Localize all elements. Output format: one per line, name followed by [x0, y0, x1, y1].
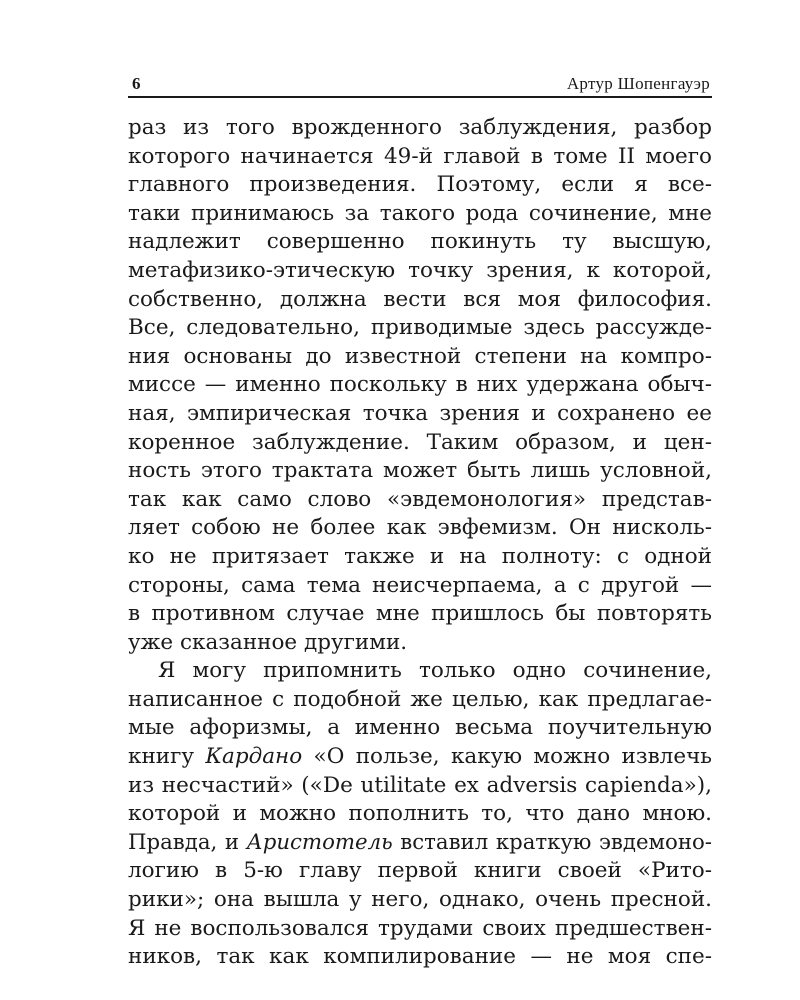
- text-line: ко не притязает также и на полноту: с одной: [128, 543, 712, 569]
- text-line: логию в 5-ю главу первой книги своей «Рито-: [128, 858, 712, 884]
- text-line: главного произведения. Поэтому, если я все-: [128, 172, 712, 198]
- text-line: метафизико-этическую точку зрения, к которой,: [128, 257, 712, 283]
- text-line: которой и можно пополнить то, что дано мною.: [128, 801, 712, 827]
- text-line: ная, эмпирическая точка зрения и сохранено ее: [128, 400, 712, 426]
- text-line: в противном случае мне пришлось бы повторять: [128, 601, 712, 627]
- text-fragment: Правда, и: [128, 829, 247, 855]
- text-line: надлежит совершенно покинуть ту высшую,: [128, 229, 712, 255]
- text-line: которого начинается 49-й главой в томе II моего: [128, 143, 712, 169]
- page-header: [128, 74, 712, 98]
- text-line: ляет собою не более как эвфемизм. Он нисколь-: [128, 515, 712, 541]
- text-line: Все, следовательно, приводимые здесь рассужде-: [128, 315, 712, 341]
- text-line: ность этого трактата может быть лишь условной,: [128, 458, 712, 484]
- text-line: Я могу припомнить только одно сочинение,: [158, 658, 712, 684]
- body-text: [128, 114, 712, 972]
- text-line: ников, так как компилирование — не моя спе-: [128, 944, 712, 970]
- text-line: собственно, должна вести вся моя философия.: [128, 286, 712, 312]
- running-head-author: Артур Шопенгауэр: [566, 74, 710, 93]
- text-fragment: книгу: [128, 744, 206, 770]
- text-fragment: «О пользе, какую можно извлечь: [302, 744, 712, 770]
- text-line: коренное заблуждение. Таким образом, и цен-: [128, 429, 712, 455]
- text-line: из несчастий» («De utilitate ex adversis capienda»),: [128, 772, 712, 798]
- italic-name-cardano: Кардано: [205, 744, 303, 770]
- text-line: так как само слово «эвдемонология» представ-: [128, 486, 712, 512]
- text-line: написанное с подобной же целью, как предлагае-: [128, 686, 712, 712]
- text-line: раз из того врожденного заблуждения, разбор: [128, 115, 712, 140]
- text-line: стороны, сама тема неисчерпаема, а с другой —: [128, 572, 712, 598]
- text-line: Я не воспользовался трудами своих предшествен-: [128, 915, 712, 941]
- text-line: уже сказанное другими.: [128, 629, 408, 655]
- paragraph-2: [128, 657, 712, 972]
- text-line: таки принимаюсь за такого рода сочинение, мне: [128, 200, 712, 226]
- page-number: 6: [132, 74, 141, 93]
- text-line: миссе — именно поскольку в них удержана обыч-: [128, 372, 712, 398]
- text-line: мые афоризмы, а именно весьма поучительную: [128, 715, 712, 741]
- paragraph-1: [128, 114, 712, 657]
- text-line: [128, 829, 712, 858]
- italic-name-aristotle: Аристотель: [246, 829, 393, 855]
- text-line: ния основаны до известной степени на компро-: [128, 343, 712, 369]
- text-line: рики»; она вышла у него, однако, очень пресной.: [128, 887, 712, 913]
- text-fragment: вставил краткую эвдемоно-: [392, 829, 712, 855]
- text-line: [128, 743, 712, 772]
